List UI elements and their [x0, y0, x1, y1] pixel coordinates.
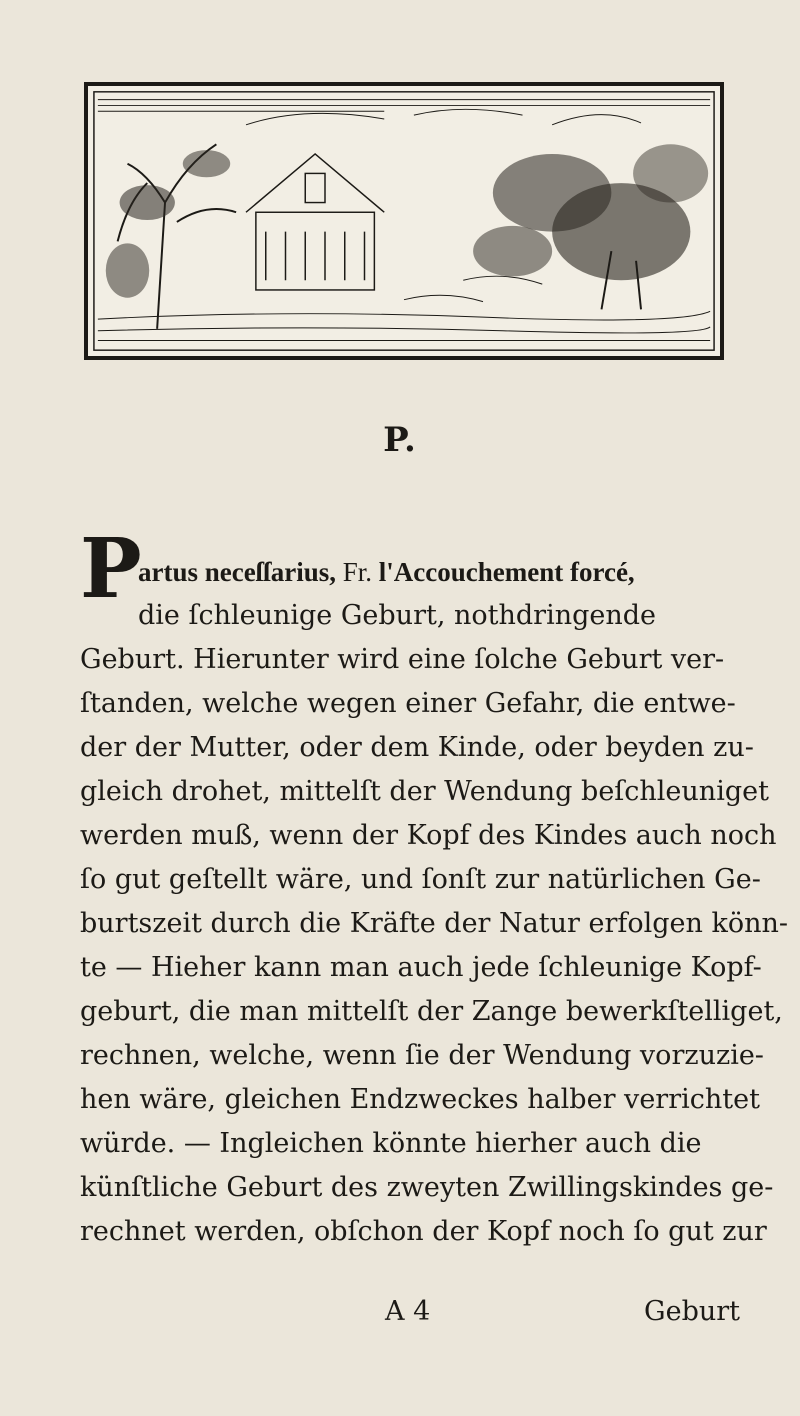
- latin-headword: artus neceſſarius,: [138, 557, 336, 587]
- page-footer: [80, 1296, 740, 1336]
- body-line: rechnen, welche, wenn ſie der Wendung vorzuzie-: [80, 1040, 764, 1071]
- landscape-engraving-image: [88, 86, 720, 356]
- body-line: der der Mutter, oder dem Kinde, oder beyden zu-: [80, 732, 754, 763]
- body-line: künſtliche Geburt des zweyten Zwillingskindes ge-: [80, 1172, 774, 1203]
- body-line: gleich drohet, mittelſt der Wendung beſchleuniget: [80, 776, 769, 807]
- section-letter: P.: [383, 420, 417, 460]
- body-line: hen wäre, gleichen Endzweckes halber verrichtet: [80, 1084, 760, 1115]
- language-abbreviation: Fr.: [342, 557, 373, 587]
- body-line: geburt, die man mittelſt der Zange bewerkſtelliget,: [80, 996, 783, 1027]
- signature-mark: A 4: [385, 1296, 431, 1327]
- body-line: ſo gut geſtellt wäre, und ſonſt zur natürlichen Ge-: [80, 864, 761, 895]
- drop-cap: P: [80, 521, 142, 617]
- catchword: Geburt: [644, 1296, 740, 1327]
- body-line: ſtanden, welche wegen einer Gefahr, die entwe-: [80, 688, 736, 719]
- body-line: rechnet werden, obſchon der Kopf noch ſo gut zur: [80, 1216, 767, 1247]
- body-line: te — Hieher kann man auch jede ſchleunige Kopf-: [80, 952, 762, 983]
- french-term: l'Accouchement forcé,: [378, 557, 635, 587]
- body-line: die ſchleunige Geburt, nothdringende: [138, 600, 657, 631]
- engraved-vignette: [84, 82, 724, 360]
- body-line: würde. — Ingleichen könnte hierher auch die: [80, 1128, 702, 1159]
- body-line: werden muß, wenn der Kopf des Kindes auch noch: [80, 820, 777, 851]
- entry-headword-line: [138, 554, 635, 590]
- body-line: burtszeit durch die Kräfte der Natur erfolgen könn-: [80, 908, 789, 939]
- body-line: Geburt. Hierunter wird eine ſolche Geburt ver-: [80, 644, 725, 675]
